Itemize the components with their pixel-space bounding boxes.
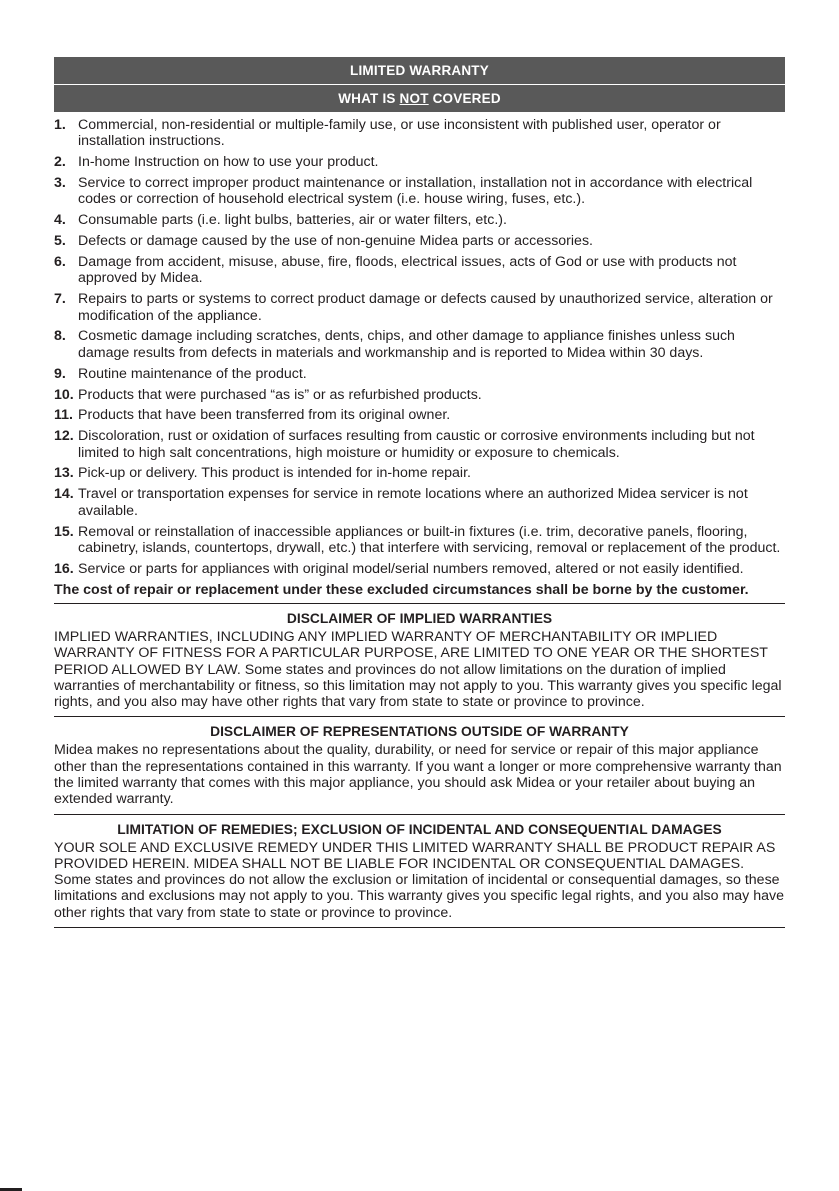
item-number: 14. xyxy=(54,486,74,503)
representations-section xyxy=(54,716,785,813)
bottom-divider xyxy=(54,927,785,928)
item-number: 8. xyxy=(54,328,66,345)
page-title: LIMITED WARRANTY xyxy=(350,63,489,78)
item-text: Service or parts for appliances with original model/serial numbers removed, altered or not easily identified. xyxy=(78,560,744,577)
item-number: 11. xyxy=(54,407,73,424)
item-text: Products that were purchased “as is” or as refurbished products. xyxy=(78,386,482,403)
exclusion-cost-note: The cost of repair or replacement under these excluded circumstances shall be borne by the customer. xyxy=(54,581,749,598)
item-number: 16. xyxy=(54,560,74,577)
item-number: 12. xyxy=(54,428,74,445)
item-number: 10. xyxy=(54,386,74,403)
list-item xyxy=(54,366,785,382)
item-text: Repairs to parts or systems to correct product damage or defects caused by unauthorized service, alteration or modification of the appliance. xyxy=(78,291,773,324)
item-text: Travel or transportation expenses for service in remote locations where an authorized Midea servicer is not available. xyxy=(78,486,748,519)
section-heading: DISCLAIMER OF REPRESENTATIONS OUTSIDE OF WARRANTY xyxy=(210,724,629,740)
item-text: Consumable parts (i.e. light bulbs, batteries, air or water filters, etc.). xyxy=(78,212,507,229)
item-text: Discoloration, rust or oxidation of surfaces resulting from caustic or corrosive environments including but not limited to high salt concentrations, high moisture or humidity or exposure to chemicals. xyxy=(78,428,755,461)
item-number: 4. xyxy=(54,212,66,229)
exclusions-list xyxy=(54,117,785,577)
item-text: Commercial, non-residential or multiple-family use, or use inconsistent with published user, operator or installation instructions. xyxy=(78,117,721,150)
item-number: 3. xyxy=(54,175,66,192)
item-text: Service to correct improper product maintenance or installation, installation not in accordance with electrical codes or correction of household electrical system (i.e. house wiring, fuses, etc.). xyxy=(78,175,753,208)
item-text: Defects or damage caused by the use of non-genuine Midea parts or accessories. xyxy=(78,233,593,250)
list-item xyxy=(54,212,785,228)
list-item xyxy=(54,407,785,423)
remedies-section xyxy=(54,814,785,927)
subtitle-suffix: COVERED xyxy=(428,91,501,106)
list-item xyxy=(54,428,785,461)
item-number: 7. xyxy=(54,291,66,308)
implied-warranties-section xyxy=(54,603,785,716)
item-text: Routine maintenance of the product. xyxy=(78,365,307,382)
list-item xyxy=(54,387,785,403)
section-heading: DISCLAIMER OF IMPLIED WARRANTIES xyxy=(286,610,553,626)
list-item xyxy=(54,465,785,481)
list-item xyxy=(54,328,785,361)
list-item xyxy=(54,486,785,519)
item-number: 13. xyxy=(54,465,74,482)
list-item xyxy=(54,561,785,577)
list-item xyxy=(54,175,785,208)
subtitle-band xyxy=(54,84,785,112)
item-number: 2. xyxy=(54,154,66,171)
item-number: 5. xyxy=(54,233,66,250)
list-item xyxy=(54,233,785,249)
item-number: 9. xyxy=(54,365,66,382)
list-item xyxy=(54,254,785,287)
item-number: 15. xyxy=(54,523,74,540)
list-item xyxy=(54,291,785,324)
item-number: 6. xyxy=(54,254,66,271)
section-body: Midea makes no representations about the quality, durability, or need for service or repair of this major appliance other than the representations contained in this warranty. If you want a longer or more comprehensive warranty than the limited warranty that comes with this major appliance, you should ask Midea or your retailer about buying an extended warranty. xyxy=(54,742,782,808)
item-text: In-home Instruction on how to use your product. xyxy=(78,154,379,171)
section-body: YOUR SOLE AND EXCLUSIVE REMEDY UNDER THIS LIMITED WARRANTY SHALL BE PRODUCT REPAIR AS PROVIDED HEREIN. MIDEA SHALL NOT BE LIABLE FOR INCIDENTAL OR CONSEQUENTIAL DAMAGES. Some states and provinces do not allow the exclusion or limitation of incidental or consequential damages, so these limitations and exclusions may not apply to you. This warranty gives you specific legal rights, and you also may have other rights that vary from state to state or province to province. xyxy=(54,839,784,921)
subtitle-emphasis: NOT xyxy=(399,91,429,106)
section-body: IMPLIED WARRANTIES, INCLUDING ANY IMPLIED WARRANTY OF MERCHANTABILITY OR IMPLIED WARRANTY OF FITNESS FOR A PARTICULAR PURPOSE, ARE LIMITED TO ONE YEAR OR THE SHORTEST PERIOD ALLOWED BY LAW. Some states and provinces do not allow limitations on the duration of implied warranties of merchantability or fitness, so this limitation may not apply to you. This warranty gives you specific legal rights, and you also may have other rights that vary from state to state or province to province. xyxy=(54,628,782,711)
warranty-page xyxy=(54,57,785,928)
item-text: Removal or reinstallation of inaccessible appliances or built-in fixtures (i.e. trim, decorative panels, flooring, cabinetry, islands, countertops, drywall, etc.) that interfere with servicing, removal or replacement of the product. xyxy=(78,523,781,556)
list-item xyxy=(54,117,785,150)
section-heading: LIMITATION OF REMEDIES; EXCLUSION OF INCIDENTAL AND CONSEQUENTIAL DAMAGES xyxy=(117,821,722,837)
subtitle-prefix: WHAT IS xyxy=(338,91,400,106)
item-text: Pick-up or delivery. This product is intended for in-home repair. xyxy=(78,465,471,482)
item-text: Damage from accident, misuse, abuse, fire, floods, electrical issues, acts of God or use with products not approved by Midea. xyxy=(78,254,737,287)
list-item xyxy=(54,524,785,557)
item-text: Cosmetic damage including scratches, dents, chips, and other damage to appliance finishes unless such damage results from defects in materials and workmanship and is reported to Midea within 30 days. xyxy=(78,328,735,361)
title-band xyxy=(54,57,785,84)
list-item xyxy=(54,154,785,170)
item-text: Products that have been transferred from its original owner. xyxy=(78,407,451,424)
item-number: 1. xyxy=(54,117,66,133)
